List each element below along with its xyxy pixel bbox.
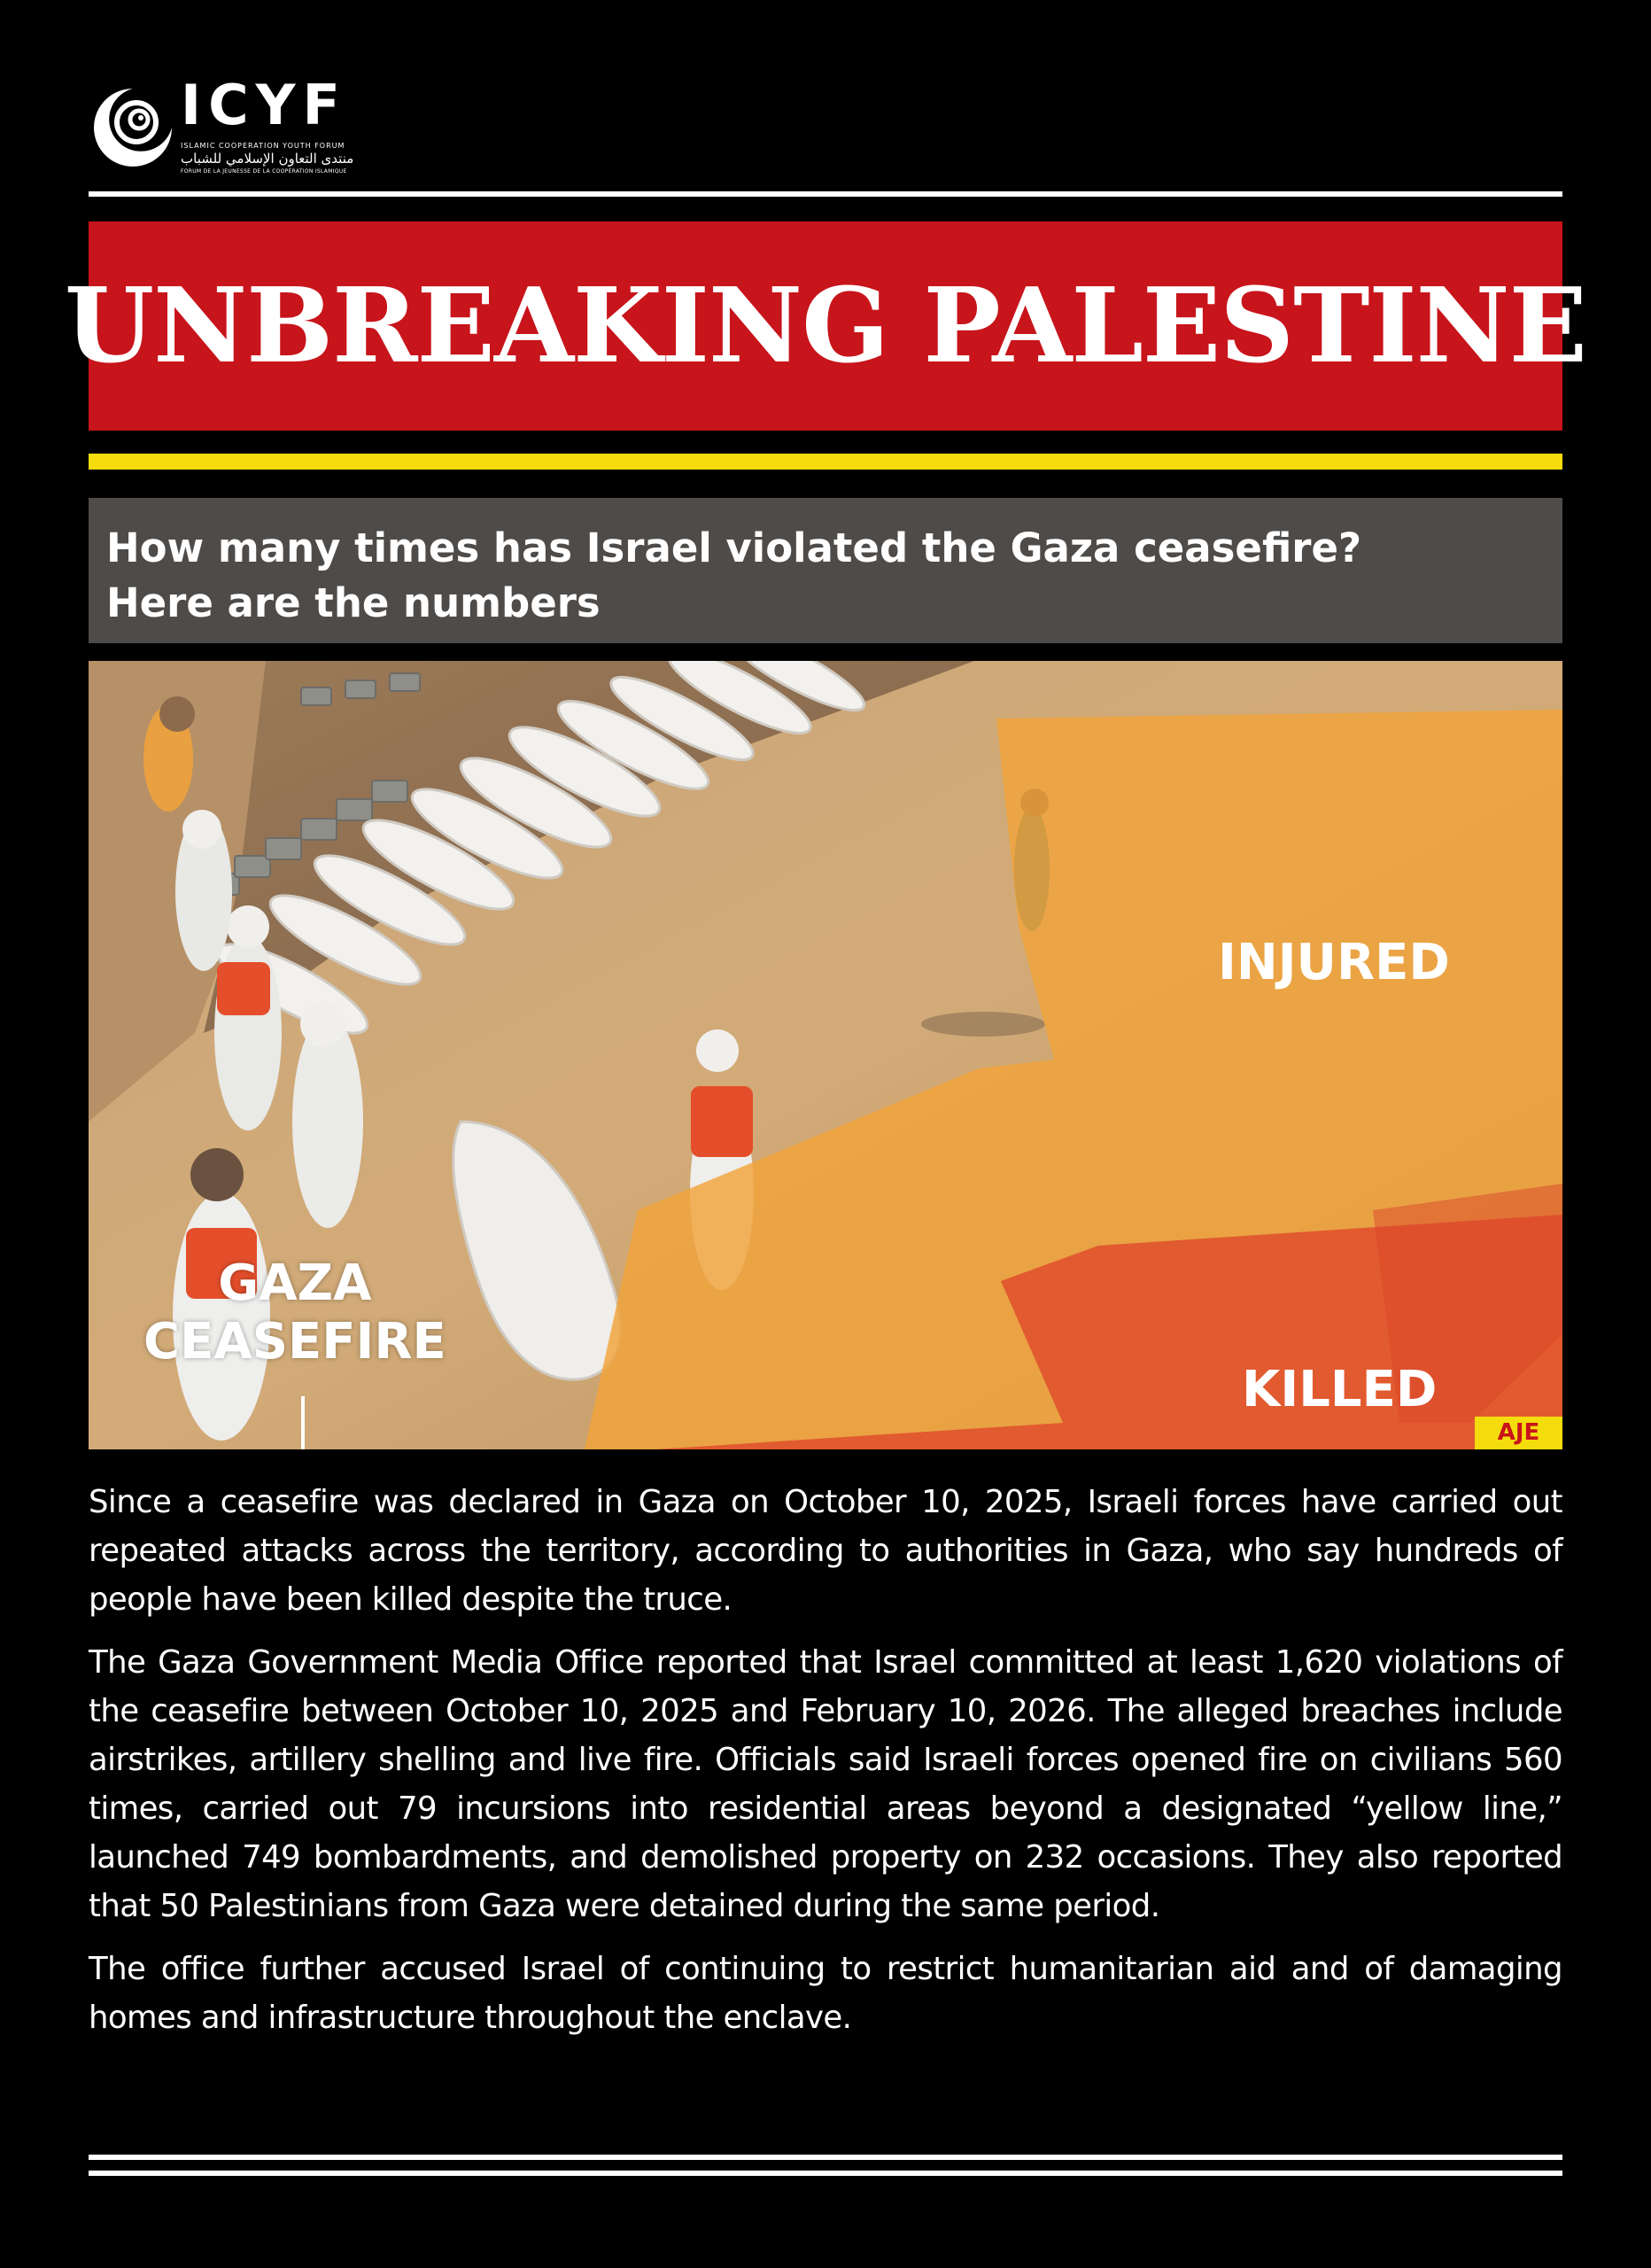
article-paragraph-2: The Gaza Government Media Office reported that Israel committed at least 1,620 violations of the ceasefire between October 10, 2025 and February 10, 2026. The alleged breaches include airstrikes, artillery shelling and live fire. Officials said Israeli forces opened fire on civilians 560 times, carried out 79 incursions into residential areas beyond a designated “yellow line,” launched 749 bombardments, and demolished property on 232 occasions. They also reported that 50 Palestinians from Gaza were detained during the same period. (89, 1644, 1562, 1924)
gaza-label-line-2: CEASEFIRE (143, 1313, 446, 1371)
logo-tagline-french: FORUM DE LA JEUNESSE DE LA COOPÉRATION ISLAMIQUE (181, 168, 347, 175)
article-paragraph-1: Since a ceasefire was declared in Gaza on October 10, 2025, Israeli forces have carried out repeated attacks across the territory, according to authorities in Gaza, who say hundreds of people have been killed despite the truce. (89, 1484, 1562, 1618)
article-paragraph-3: The office further accused Israel of continuing to restrict humanitarian aid and of damaging homes and infrastructure throughout the enclave. (89, 1951, 1562, 2036)
logo-tagline-english: ISLAMIC COOPERATION YOUTH FORUM (181, 142, 345, 150)
subtitle-line-2: Here are the numbers (106, 579, 601, 626)
bottom-divider-1 (89, 2155, 1562, 2160)
page-title: UNBREAKING PALESTINE (64, 266, 1587, 386)
photo-credit-badge: AJE (1475, 1417, 1562, 1449)
subtitle-box (89, 498, 1562, 643)
logo-tagline-arabic: منتدى التعاون الإسلامي للشباب (181, 151, 354, 167)
subtitle-line-1: How many times has Israel violated the Gaza ceasefire? (106, 524, 1362, 571)
injured-label: INJURED (1218, 934, 1450, 991)
crescent-spiral-icon (89, 83, 177, 172)
killed-label: KILLED (1242, 1361, 1438, 1418)
logo-wordmark: ICYF (181, 73, 347, 137)
gaza-ceasefire-label (143, 1254, 446, 1371)
top-divider (89, 191, 1562, 197)
title-banner (64, 221, 1587, 431)
article-body (89, 1478, 1562, 2056)
bottom-divider-2 (89, 2171, 1562, 2176)
gaza-label-line-1: GAZA (218, 1254, 372, 1312)
feature-photo (89, 661, 1562, 1449)
accent-bar (89, 454, 1562, 470)
icyf-logo (89, 73, 354, 179)
